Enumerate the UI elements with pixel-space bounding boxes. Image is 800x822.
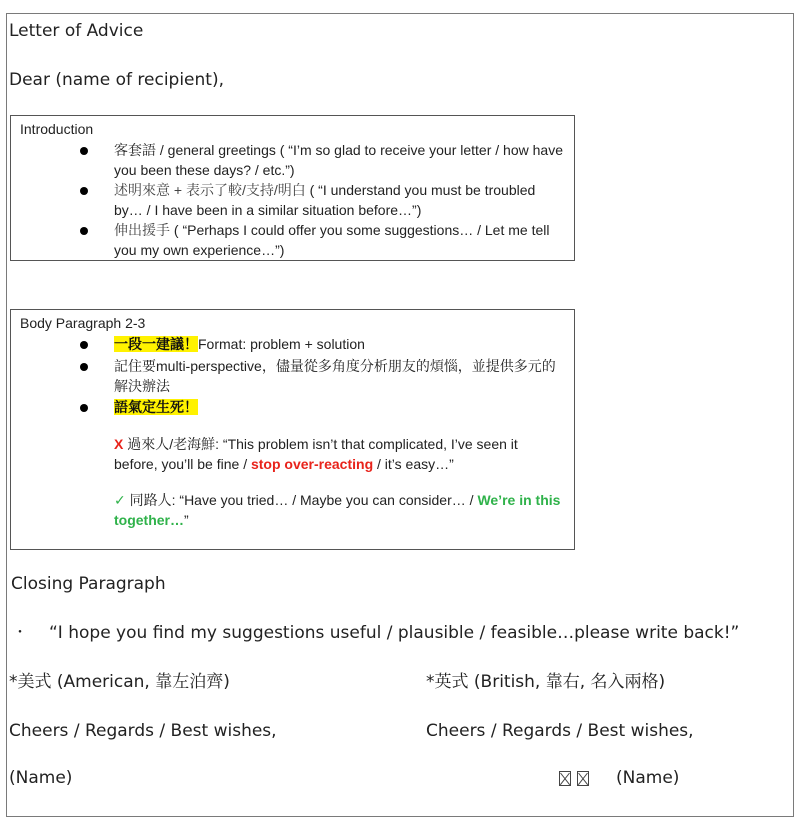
highlight-one-suggestion: 一段一建議！ [114,336,198,352]
bullet-dot [80,363,88,371]
introduction-box [10,115,575,261]
highlight-tone: 語氣定生死！ [114,399,198,415]
body-point-perspective: 記住要multi-perspective，儘量從多角度分析朋友的煩惱，並提供多元的解決辦法 [114,358,556,394]
bullet-dot [80,341,88,349]
bad-example-text: : “This problem isn’t that complicated, I’ve seen it before, you’ll be fine / [114,436,518,472]
tone-bad-example [114,434,564,474]
intro-point-greetings [114,140,564,180]
american-style-note: *美式 (American, 靠左泊齊) [9,672,230,692]
document-page [6,13,794,817]
intro-point-purpose [114,180,564,220]
bad-example-label: 過來人/老海鮮 [123,436,216,452]
bullet-dot [80,147,88,155]
bullet-dot [80,227,88,235]
introduction-heading: Introduction [20,121,94,137]
name-left: (Name) [9,768,73,788]
cross-icon: X [114,436,124,452]
missing-glyph-icon [577,771,589,786]
signoff-right: Cheers / Regards / Best wishes, [426,721,694,741]
bad-example-highlight: stop over-reacting [250,456,374,472]
name-right: (Name) [616,768,680,788]
good-example-text: : “Have you tried… / Maybe you can consider… / [171,492,478,508]
good-example-highlight: We’re in this together… [114,492,561,528]
letter-title: Letter of Advice [9,21,144,41]
signoff-left: Cheers / Regards / Best wishes, [9,721,277,741]
intro-point-greetings-en: / general greetings ( “I’m so glad to receive your letter / how have you been these days? / etc.”) [114,142,563,178]
tone-good-example [114,490,564,530]
intro-point-greetings-zh: 客套語 [114,142,156,158]
intro-point-purpose-zh: 述明來意 + 表示了較/支持/明白 [114,182,306,198]
intro-point-help [114,220,564,260]
check-icon: ✓ [114,492,126,508]
closing-quote: “I hope you find my suggestions useful / plausible / feasible…please write back!” [49,623,740,643]
bad-example-end: / it’s easy…” [373,456,454,472]
intro-point-purpose-en: ( “I understand you must be troubled by… / I have been in a similar situation before…”) [114,182,536,218]
missing-glyph-icon [559,771,571,786]
salutation: Dear (name of recipient), [9,70,224,90]
closing-bullet: ・ [13,625,27,641]
body-point-format-text: Format: problem + solution [198,336,365,352]
body-point-tone [114,397,564,417]
body-point-format [114,334,564,354]
closing-heading: Closing Paragraph [11,574,166,594]
intro-point-help-en: ( “Perhaps I could offer you some suggestions… / Let me tell you my own experience…”) [114,222,550,258]
body-paragraph-box [10,309,575,550]
good-example-end: ” [184,512,189,528]
good-example-label: 同路人 [125,492,172,508]
bullet-dot [80,187,88,195]
body-paragraph-heading: Body Paragraph 2-3 [20,315,146,331]
bullet-dot [80,404,88,412]
british-style-note: *英式 (British, 靠右, 名入兩格) [426,672,666,692]
intro-point-help-zh: 伸出援手 [114,222,170,238]
